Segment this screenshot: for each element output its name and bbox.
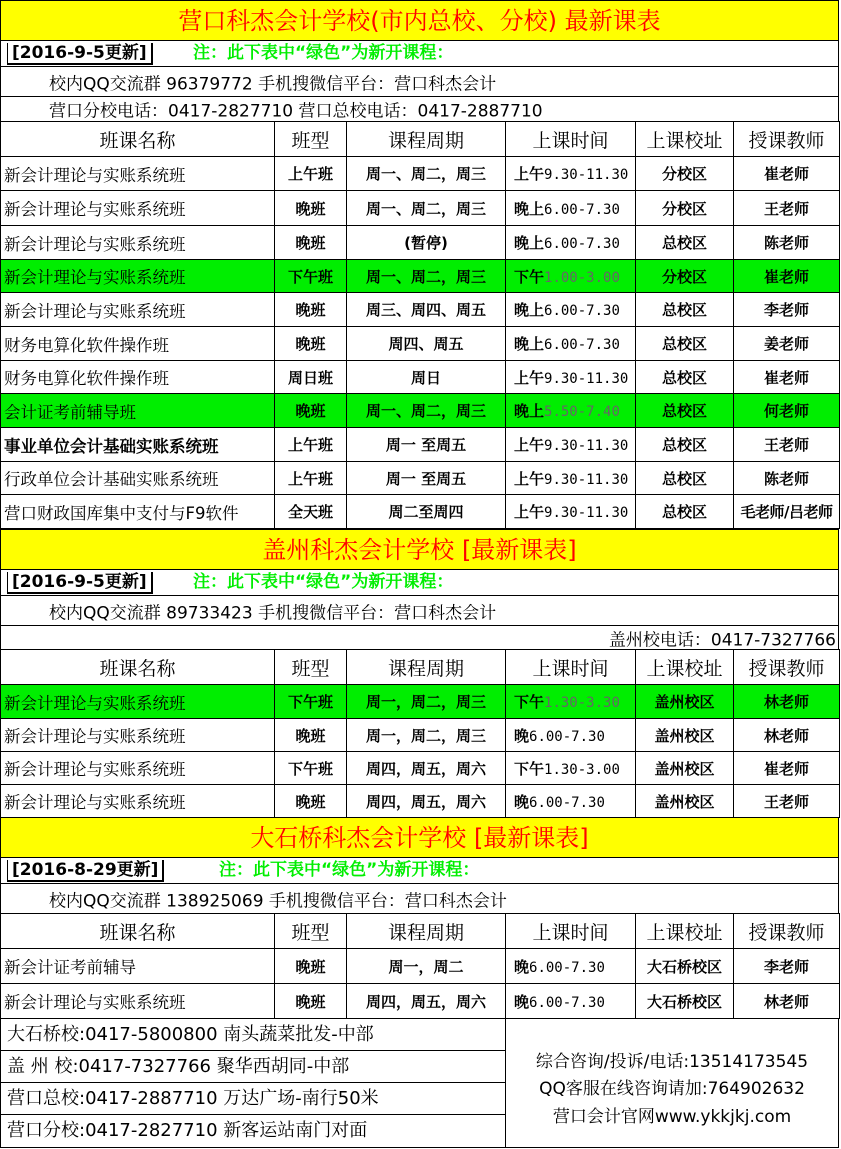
campus-cell: 分校区: [636, 260, 734, 293]
course-cycle-cell: 周四，周五，周六: [347, 785, 506, 818]
time-range: 1.00-3.00: [544, 269, 620, 286]
class-type-cell: 下午班: [275, 260, 347, 293]
time-range: 6.00-7.30: [544, 201, 620, 218]
teacher-cell: 何老师: [734, 394, 840, 428]
footer-contacts: [0, 1018, 839, 1148]
column-header: 班课名称: [1, 914, 275, 949]
table-header-row: [1, 122, 840, 157]
campus-cell: 总校区: [636, 495, 734, 529]
table-row: [1, 361, 840, 394]
course-cycle-cell: 周三、周四、周五: [347, 293, 506, 327]
green-note: 注：此下表中“绿色”为新开课程：: [219, 860, 480, 880]
time-period: 晚上: [514, 335, 545, 353]
course-cycle-cell: 周一，周二，周三: [347, 719, 506, 752]
time-period: 晚上: [514, 199, 545, 218]
campus-cell: 盖州校区: [636, 785, 734, 818]
class-type-cell: 下午班: [275, 752, 347, 785]
course-cycle-cell: 周一、周二，周三: [347, 260, 506, 293]
course-cycle-cell: 周一、周二，周三: [347, 191, 506, 226]
class-type-cell: 晚班: [275, 226, 347, 260]
column-header: 授课教师: [734, 122, 840, 157]
campus-cell: 总校区: [636, 462, 734, 495]
time-period: 下午: [514, 693, 545, 711]
table-row: [1, 428, 840, 462]
teacher-cell: 王老师: [734, 191, 840, 226]
course-name-cell: 财务电算化软件操作班: [1, 327, 275, 361]
time-period: 上午: [514, 436, 545, 454]
time-range: 5.50-7.40: [544, 404, 620, 420]
campus-cell: 大石桥校区: [636, 984, 734, 1019]
table-row: [1, 949, 840, 984]
campus-cell: 盖州校区: [636, 752, 734, 785]
time-range: 6.00-7.30: [544, 303, 620, 319]
consult-phone: 综合咨询/投诉/电话:13514173545: [535, 1052, 809, 1072]
section-1-update-line: [0, 41, 839, 67]
class-type-cell: 周日班: [275, 361, 347, 394]
time-period: 上午: [514, 368, 545, 387]
teacher-cell: 陈老师: [734, 226, 840, 260]
class-type-cell: 上午班: [275, 428, 347, 462]
campus-cell: 总校区: [636, 327, 734, 361]
teacher-cell: 王老师: [734, 785, 840, 818]
course-cycle-cell: 周四、周五: [347, 327, 506, 361]
teacher-cell: 李老师: [734, 949, 840, 984]
course-cycle-cell: 周四，周五，周六: [347, 984, 506, 1019]
class-type-cell: 上午班: [275, 157, 347, 191]
course-name-cell: 新会计理论与实账系统班: [1, 785, 275, 818]
time-range: 9.30-11.30: [544, 471, 629, 488]
course-name-cell: 新会计证考前辅导: [1, 949, 275, 984]
time-range: 6.00-7.30: [529, 994, 605, 1011]
table-row: [1, 685, 840, 719]
column-header: 上课校址: [636, 650, 734, 685]
time-range: 9.30-11.30: [544, 370, 629, 387]
course-name-cell: 新会计理论与实账系统班: [1, 685, 275, 719]
class-type-cell: 下午班: [275, 685, 347, 719]
column-header: 上课校址: [636, 122, 734, 157]
qq-group-info: 校内QQ交流群 89733423 手机搜微信平台：营口科杰会计: [49, 603, 497, 623]
section-3-title: 大石桥科杰会计学校 [最新课表]: [0, 817, 839, 858]
phone-info: 营口分校电话：0417-2827710 营口总校电话：0417-2887710: [49, 101, 543, 122]
table-header-row: [1, 914, 840, 949]
time-range: 1.30-3.30: [544, 695, 620, 711]
teacher-cell: 崔老师: [734, 260, 840, 293]
campus-cell: 分校区: [636, 157, 734, 191]
teacher-cell: 姜老师: [734, 327, 840, 361]
class-type-cell: 晚班: [275, 785, 347, 818]
time-range: 6.00-7.30: [529, 959, 605, 976]
time-period: 下午: [514, 267, 545, 286]
class-type-cell: 晚班: [275, 327, 347, 361]
table-row: [1, 462, 840, 495]
course-name-cell: 新会计理论与实账系统班: [1, 226, 275, 260]
class-time-cell: [506, 949, 636, 984]
course-cycle-cell: 周一 至周五: [347, 462, 506, 495]
class-time-cell: [506, 495, 636, 529]
schedule-table-1: [0, 121, 840, 529]
column-header: 课程周期: [347, 122, 506, 157]
class-time-cell: [506, 752, 636, 785]
campus-cell: 盖州校区: [636, 685, 734, 719]
table-row: [1, 226, 840, 260]
class-time-cell: [506, 428, 636, 462]
teacher-cell: 崔老师: [734, 361, 840, 394]
class-time-cell: [506, 394, 636, 428]
update-date: [2016-8-29更新]: [7, 860, 164, 882]
teacher-cell: 林老师: [734, 685, 840, 719]
course-cycle-cell: 周四，周五，周六: [347, 752, 506, 785]
course-name-cell: 新会计理论与实账系统班: [1, 260, 275, 293]
class-type-cell: 晚班: [275, 984, 347, 1019]
table-row: [1, 785, 840, 818]
class-time-cell: [506, 191, 636, 226]
section-1-title: 营口科杰会计学校(市内总校、分校) 最新课表: [0, 0, 839, 41]
column-header: 上课时间: [506, 122, 636, 157]
time-range: 6.00-7.30: [529, 728, 605, 745]
table-row: [1, 293, 840, 327]
table-row: [1, 191, 840, 226]
course-cycle-cell: 周一，周二，周三: [347, 685, 506, 719]
course-cycle-cell: 周一，周二: [347, 949, 506, 984]
course-name-cell: 营口财政国库集中支付与F9软件: [1, 495, 275, 529]
column-header: 授课教师: [734, 650, 840, 685]
section-2-update-line: [0, 570, 839, 596]
address-gaizhou: 盖 州 校:0417-7327766 聚华西胡同-中部: [1, 1051, 506, 1083]
campus-cell: 总校区: [636, 394, 734, 428]
section-1-phone-line: [0, 97, 839, 122]
course-cycle-cell: 周二至周四: [347, 495, 506, 529]
course-cycle-cell: 周一、周二，周三: [347, 157, 506, 191]
class-time-cell: [506, 984, 636, 1019]
course-cycle-cell: 周日: [347, 361, 506, 394]
time-range: 9.30-11.30: [544, 167, 629, 183]
teacher-cell: 李老师: [734, 293, 840, 327]
course-name-cell: 财务电算化软件操作班: [1, 361, 275, 394]
column-header: 班型: [275, 914, 347, 949]
column-header: 课程周期: [347, 914, 506, 949]
campus-cell: 总校区: [636, 293, 734, 327]
green-note: 注：此下表中“绿色”为新开课程：: [193, 572, 454, 592]
class-type-cell: 全天班: [275, 495, 347, 529]
table-row: [1, 157, 840, 191]
time-period: 上午: [514, 469, 545, 488]
class-time-cell: [506, 226, 636, 260]
column-header: 上课时间: [506, 914, 636, 949]
section-3-update-line: [0, 858, 839, 884]
section-2-qq-line: [0, 596, 839, 626]
class-time-cell: [506, 327, 636, 361]
course-name-cell: 新会计理论与实账系统班: [1, 191, 275, 226]
table-row: [1, 495, 840, 529]
course-name-cell: 新会计理论与实账系统班: [1, 293, 275, 327]
campus-cell: 盖州校区: [636, 719, 734, 752]
table-row: [1, 394, 840, 428]
class-time-cell: [506, 361, 636, 394]
green-note: 注：此下表中“绿色”为新开课程：: [193, 43, 454, 63]
course-name-cell: 新会计理论与实账系统班: [1, 984, 275, 1019]
time-range: 9.30-11.30: [544, 505, 629, 521]
campus-cell: 总校区: [636, 361, 734, 394]
campus-cell: 分校区: [636, 191, 734, 226]
class-type-cell: 晚班: [275, 191, 347, 226]
time-range: 6.00-7.30: [544, 236, 620, 252]
column-header: 课程周期: [347, 650, 506, 685]
class-time-cell: [506, 685, 636, 719]
schedule-table-3: [0, 913, 840, 1019]
qq-service: QQ客服在线咨询请加:764902632: [539, 1079, 805, 1099]
qq-group-info: 校内QQ交流群 138925069 手机搜微信平台：营口科杰会计: [49, 891, 507, 911]
class-type-cell: 晚班: [275, 293, 347, 327]
campus-cell: 总校区: [636, 428, 734, 462]
section-2-phone-line: [0, 626, 839, 650]
official-website[interactable]: 营口会计官网www.ykkjkj.com: [552, 1107, 792, 1127]
update-date: [2016-9-5更新]: [7, 43, 153, 65]
table-row: [1, 260, 840, 293]
class-time-cell: [506, 260, 636, 293]
time-period: 上午: [514, 165, 545, 183]
teacher-cell: 崔老师: [734, 157, 840, 191]
time-period: 晚: [514, 957, 530, 976]
section-1-qq-line: [0, 67, 839, 97]
section-3-qq-line: [0, 884, 839, 914]
schedule-table-2: [0, 649, 840, 818]
address-yingkou-main: 营口总校:0417-2887710 万达广场-南行50米: [1, 1083, 506, 1115]
class-type-cell: 晚班: [275, 719, 347, 752]
phone-info: 盖州校电话：0417-7327766: [608, 630, 836, 650]
table-header-row: [1, 650, 840, 685]
column-header: 授课教师: [734, 914, 840, 949]
qq-group-info: 校内QQ交流群 96379772 手机搜微信平台：营口科杰会计: [49, 74, 497, 94]
time-range: 9.30-11.30: [544, 438, 629, 454]
time-period: 晚上: [514, 402, 545, 420]
course-cycle-cell: 周一、周二，周三: [347, 394, 506, 428]
time-period: 晚: [514, 726, 530, 745]
time-period: 晚: [514, 792, 530, 811]
time-period: 晚: [514, 992, 530, 1011]
teacher-cell: 毛老师/吕老师: [734, 495, 840, 529]
course-name-cell: 行政单位会计基础实账系统班: [1, 462, 275, 495]
class-type-cell: 上午班: [275, 462, 347, 495]
course-name-cell: 新会计理论与实账系统班: [1, 719, 275, 752]
course-cycle-cell: 周一 至周五: [347, 428, 506, 462]
teacher-cell: 陈老师: [734, 462, 840, 495]
course-name-cell: 新会计理论与实账系统班: [1, 157, 275, 191]
teacher-cell: 林老师: [734, 984, 840, 1019]
column-header: 班课名称: [1, 650, 275, 685]
section-2-title: 盖州科杰会计学校 [最新课表]: [0, 529, 839, 570]
class-time-cell: [506, 719, 636, 752]
course-name-cell: 事业单位会计基础实账系统班: [1, 428, 275, 462]
column-header: 班课名称: [1, 122, 275, 157]
time-period: 晚上: [514, 234, 545, 252]
campus-cell: 总校区: [636, 226, 734, 260]
address-dashiqiao: 大石桥校:0417-5800800 南头蔬菜批发-中部: [1, 1019, 506, 1051]
column-header: 班型: [275, 650, 347, 685]
class-type-cell: 晚班: [275, 949, 347, 984]
table-row: [1, 752, 840, 785]
column-header: 班型: [275, 122, 347, 157]
address-yingkou-branch: 营口分校:0417-2827710 新客运站南门对面: [1, 1115, 506, 1147]
class-type-cell: 晚班: [275, 394, 347, 428]
table-row: [1, 719, 840, 752]
class-time-cell: [506, 157, 636, 191]
time-range: 6.00-7.30: [544, 337, 620, 353]
time-range: 6.00-7.30: [529, 794, 605, 811]
teacher-cell: 林老师: [734, 719, 840, 752]
update-date: [2016-9-5更新]: [7, 572, 153, 594]
column-header: 上课校址: [636, 914, 734, 949]
teacher-cell: 王老师: [734, 428, 840, 462]
footer-contact-box: [506, 1019, 838, 1147]
column-header: 上课时间: [506, 650, 636, 685]
teacher-cell: 崔老师: [734, 752, 840, 785]
course-cycle-cell: (暂停): [347, 226, 506, 260]
table-row: [1, 984, 840, 1019]
class-time-cell: [506, 462, 636, 495]
time-period: 下午: [514, 759, 545, 778]
course-name-cell: 会计证考前辅导班: [1, 394, 275, 428]
class-time-cell: [506, 293, 636, 327]
table-row: [1, 327, 840, 361]
campus-cell: 大石桥校区: [636, 949, 734, 984]
time-period: 上午: [514, 503, 545, 521]
class-time-cell: [506, 785, 636, 818]
course-name-cell: 新会计理论与实账系统班: [1, 752, 275, 785]
time-period: 晚上: [514, 301, 545, 319]
time-range: 1.30-3.00: [544, 761, 620, 778]
